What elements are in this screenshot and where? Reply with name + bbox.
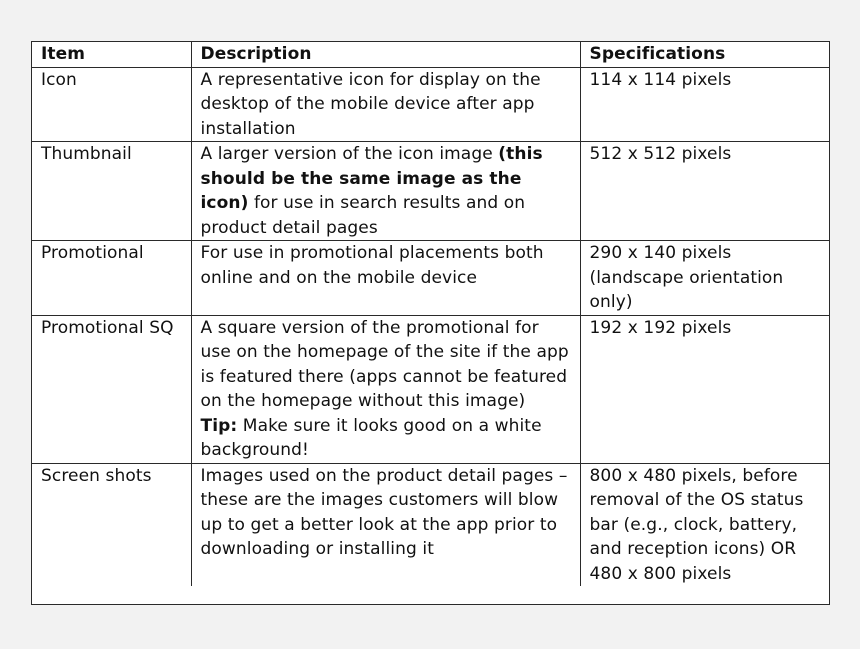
specs-table-container [31,41,830,605]
cell-specifications: 114 x 114 pixels [580,67,829,142]
cell-description: Images used on the product detail pages – these are the images customers will blow up to get a better look at the app prior to downloading or installing it [191,463,580,586]
cell-description [191,315,580,463]
table-row-promotional [32,241,829,316]
description-text: A larger version of the icon image [200,144,499,164]
header-item: Item [32,42,191,67]
cell-item: Promotional [32,241,191,316]
cell-item: Promotional SQ [32,315,191,463]
cell-specifications: 512 x 512 pixels [580,142,829,241]
table-row-icon [32,67,829,142]
description-bold-text: (this should be the same image as the icon) [200,144,543,213]
cell-specifications: 800 x 480 pixels, before removal of the OS status bar (e.g., clock, battery, and reception icons) OR 480 x 800 pixels [580,463,829,586]
table-header-row [32,42,829,67]
header-description: Description [191,42,580,67]
image-specifications-table [32,42,829,586]
table-row-screen-shots [32,463,829,586]
cell-item: Screen shots [32,463,191,586]
cell-item: Thumbnail [32,142,191,241]
table-row-promotional-sq [32,315,829,463]
header-specifications: Specifications [580,42,829,67]
tip-text: Make sure it looks good on a white background! [200,415,542,460]
tip-label: Tip: [200,415,238,436]
description-text: for use in search results and on product detail pages [200,193,526,238]
description-text: A square version of the promotional for use on the homepage of the site if the app is featured there (apps cannot be featured on the homepage without this image) [200,317,569,411]
cell-item: Icon [32,67,191,142]
cell-specifications: 290 x 140 pixels (landscape orientation only) [580,241,829,316]
cell-specifications: 192 x 192 pixels [580,315,829,463]
cell-description: For use in promotional placements both online and on the mobile device [191,241,580,316]
cell-description: A representative icon for display on the desktop of the mobile device after app installation [191,67,580,142]
table-row-thumbnail [32,142,829,241]
cell-description [191,142,580,241]
